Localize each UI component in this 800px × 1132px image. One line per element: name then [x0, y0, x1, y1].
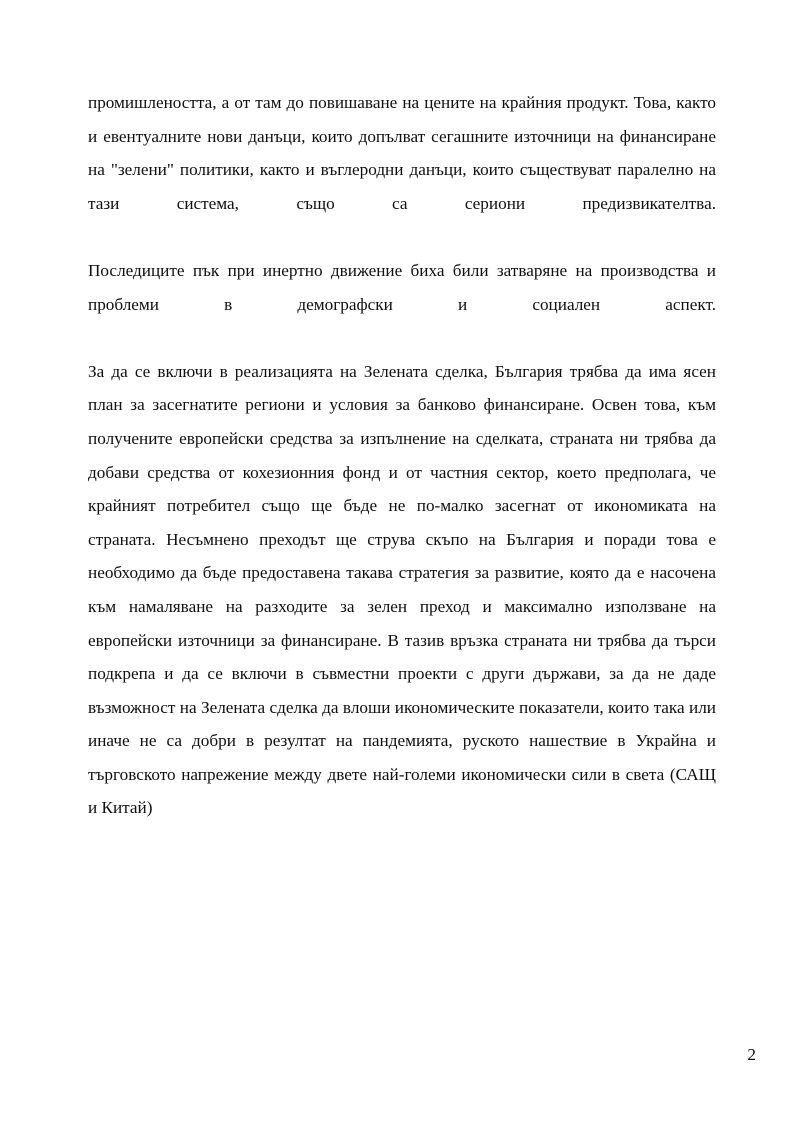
document-body — [88, 86, 716, 825]
page-number: 2 — [747, 1045, 756, 1064]
paragraph-2: Последиците пък при инертно движение биха били затваряне на производства и проблеми в демографски и социален аспект. — [88, 260, 716, 314]
paragraph-3: За да се включи в реализацията на Зелената сделка, България трябва да има ясен план за засегнатите региони и условия за банково финансиране. Освен това, към получените европейски средства за изпълнение на сделката, страната ни трябва да добави средства от кохезионния фонд и от частния сектор, което предполага, че крайният потребител също ще бъде не по-малко засегнат от икономиката на страната. Несъмнено преходът ще струва скъпо на България и поради това е необходимо да бъде предоставена такава стратегия за развитие, която да е насочена към намаляване на разходите за зелен преход и максимално използване на европейски източници за финансиране. В тазив връзка страната ни трябва да търси подкрепа и да се включи в съвместни проекти с други държави, за да не даде възможност на Зелената сделка да влоши икономическите показатели, които така или иначе не са добри в резултат на пандемията, руското нашествие в Украйна и търговското напрежение между двете най-големи икономически сили в света (САЩ и Китай) — [88, 361, 716, 818]
paragraph-1: промишлеността, а от там до повишаване на цените на крайния продукт. Това, както и евентуалните нови данъци, които допълват сегашните източници на финансиране на "зелени" политики, както и въглеродни данъци, които съществуват паралелно на тази система, също са сериони предизвикателтва. — [88, 93, 716, 213]
